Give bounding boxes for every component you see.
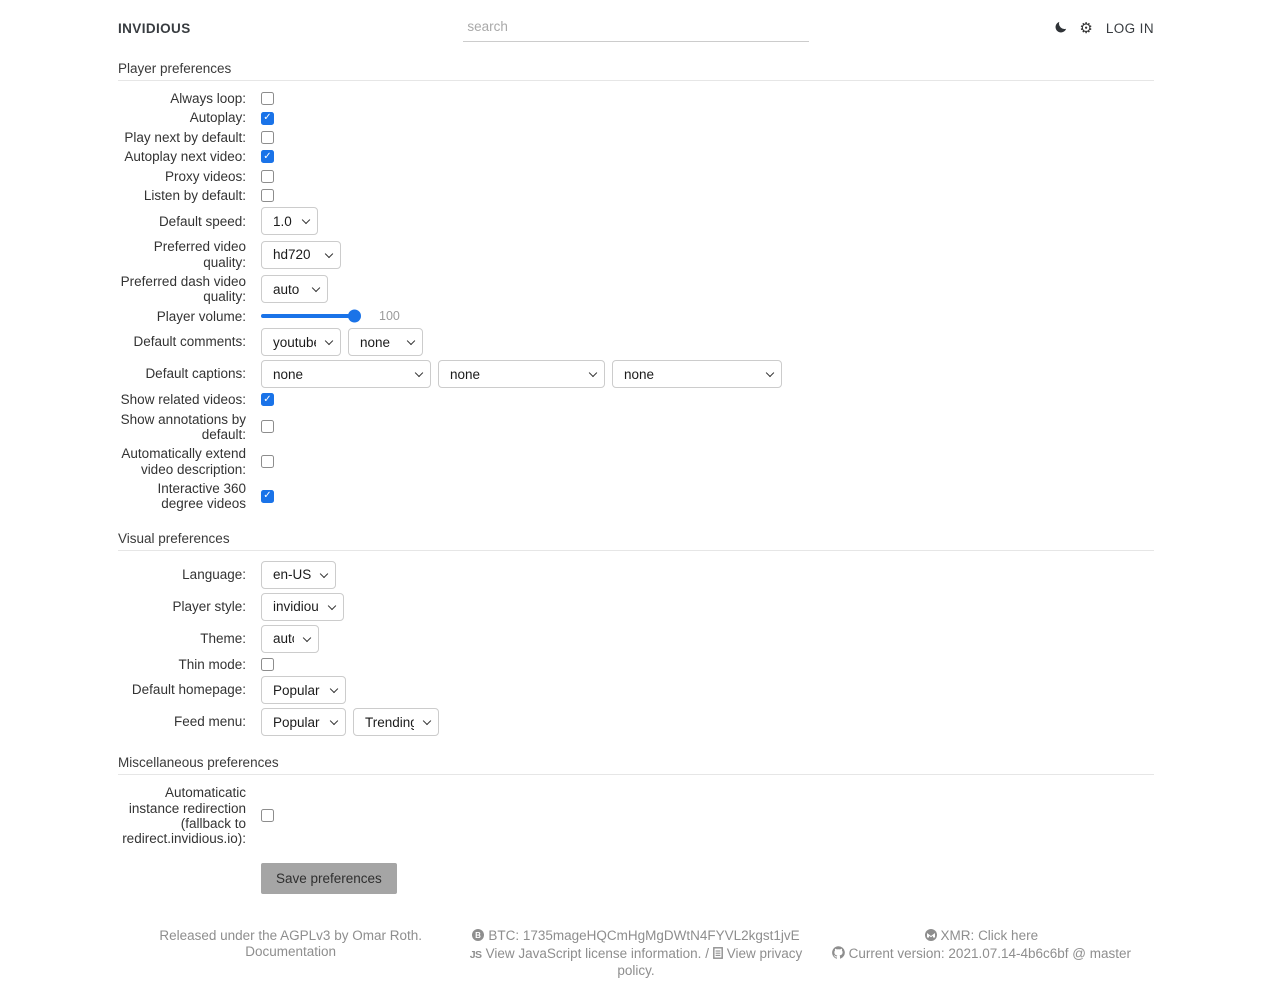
player-style-select[interactable]: [261, 593, 344, 621]
footer-left: [118, 928, 463, 980]
footer-right: [809, 928, 1154, 980]
pref-row-proxy-videos: [118, 169, 1154, 184]
pref-row-feed-menu: [118, 708, 1154, 736]
related-videos-checkbox[interactable]: [261, 393, 274, 406]
comments-secondary-select[interactable]: [348, 328, 423, 356]
pref-label: Show annotations by default:: [120, 411, 246, 442]
pref-label: Default speed:: [158, 213, 246, 229]
section-divider: [118, 550, 1154, 551]
pref-row-theme: [118, 625, 1154, 653]
autoplay-next-checkbox[interactable]: [261, 150, 274, 163]
pref-label: Automatically extend video description:: [121, 446, 246, 477]
feed-menu-first-select[interactable]: [261, 708, 346, 736]
pref-label: Thin mode:: [178, 656, 246, 672]
pref-label: Preferred video quality:: [153, 239, 246, 270]
pref-label: Default comments:: [133, 334, 246, 350]
pref-row-default-captions: [118, 360, 1154, 388]
invidious-logo[interactable]: INVIDIOUS: [118, 20, 191, 36]
section-divider: [118, 80, 1154, 81]
footer-center: [463, 928, 808, 980]
slider-thumb[interactable]: [348, 310, 361, 323]
video-quality-select[interactable]: [261, 241, 341, 269]
footer-separator: /: [705, 945, 709, 961]
pref-row-autoplay: [118, 110, 1154, 125]
pref-label: Feed menu:: [173, 714, 246, 730]
dash-quality-select[interactable]: [261, 275, 328, 303]
captions-secondary-select[interactable]: [438, 360, 605, 388]
pref-row-video-quality: [118, 239, 1154, 270]
pref-label: Autoplay next video:: [124, 149, 246, 165]
pref-label: Language:: [182, 567, 246, 583]
navbar-right: [809, 20, 1154, 37]
dark-mode-toggle[interactable]: [1054, 20, 1068, 37]
pref-label: Default homepage:: [131, 682, 246, 698]
pref-label: Always loop:: [170, 91, 246, 106]
page: [118, 0, 1154, 998]
pref-label: Play next by default:: [124, 129, 246, 145]
version-text: Current version: 2021.07.14-4b6c6bf @ master: [848, 945, 1131, 961]
moon-icon: [1054, 20, 1068, 37]
search-input[interactable]: [463, 14, 808, 42]
monero-icon: [925, 929, 937, 945]
privacy-policy-link[interactable]: View privacy policy.: [617, 945, 803, 978]
pref-row-always-loop: [118, 91, 1154, 106]
pref-row-homepage: [118, 676, 1154, 704]
pref-row-player-volume: [118, 309, 1154, 324]
pref-row-360-videos: [118, 481, 1154, 512]
auto-redirect-checkbox[interactable]: [261, 809, 274, 822]
xmr-label: XMR:: [940, 927, 975, 943]
pref-row-auto-redirect: [118, 785, 1154, 847]
preferences-link[interactable]: [1079, 21, 1092, 36]
save-row: [261, 863, 1154, 894]
pref-label: Player volume:: [156, 308, 246, 324]
pref-row-player-style: [118, 593, 1154, 621]
login-link[interactable]: LOG IN: [1105, 20, 1154, 36]
xmr-link[interactable]: Click here: [978, 927, 1039, 943]
player-volume-value: 100: [379, 309, 400, 324]
section-title-player: Player preferences: [118, 61, 232, 76]
extend-description-checkbox[interactable]: [261, 455, 274, 468]
pref-label: Proxy videos:: [164, 168, 246, 184]
pref-row-related-videos: [118, 392, 1154, 407]
save-preferences-button[interactable]: Save preferences: [261, 863, 397, 894]
license-text: Released under the AGPLv3 by Omar Roth.: [159, 927, 422, 943]
pref-label: Default captions:: [145, 366, 246, 382]
pref-row-default-comments: [118, 328, 1154, 356]
captions-primary-select[interactable]: [261, 360, 431, 388]
default-speed-select[interactable]: [261, 207, 318, 235]
default-homepage-select[interactable]: [261, 676, 346, 704]
language-select[interactable]: [261, 561, 336, 589]
javascript-icon: JS: [469, 948, 482, 961]
pref-label: Show related videos:: [120, 392, 246, 408]
always-loop-checkbox[interactable]: [261, 92, 274, 105]
pref-row-listen-default: [118, 188, 1154, 203]
top-navbar: [118, 0, 1154, 42]
annotations-checkbox[interactable]: [261, 420, 274, 433]
pref-label: Listen by default:: [143, 187, 246, 203]
pref-label: Player style:: [172, 599, 246, 615]
bitcoin-icon: [472, 929, 484, 945]
js-license-link[interactable]: View JavaScript license information.: [485, 945, 702, 961]
pref-label: Autoplay:: [189, 110, 246, 126]
pref-row-play-next: [118, 130, 1154, 145]
pref-row-autoplay-next: [118, 149, 1154, 164]
pref-label: Theme:: [200, 631, 246, 647]
gear-icon: ⚙: [1079, 19, 1093, 37]
github-icon: [832, 946, 845, 963]
btc-address: BTC: 1735mageHQCmHgMgDWtN4FYVL2kgst1jvE: [488, 927, 800, 943]
pref-row-extend-description: [118, 446, 1154, 477]
play-next-checkbox[interactable]: [261, 131, 274, 144]
pref-row-default-speed: [118, 207, 1154, 235]
navbar-left: [118, 21, 463, 36]
privacy-doc-icon: [713, 947, 723, 963]
comments-primary-select[interactable]: [261, 328, 341, 356]
autoplay-checkbox[interactable]: [261, 112, 274, 125]
listen-default-checkbox[interactable]: [261, 189, 274, 202]
theme-select[interactable]: [261, 625, 319, 653]
section-title-visual: Visual preferences: [118, 530, 230, 546]
section-divider: [118, 774, 1154, 775]
interactive-360-checkbox[interactable]: [261, 490, 274, 503]
pref-row-language: [118, 561, 1154, 589]
slider-track: [261, 314, 360, 318]
pref-row-annotations: [118, 412, 1154, 443]
proxy-videos-checkbox[interactable]: [261, 170, 274, 183]
documentation-link[interactable]: Documentation: [245, 944, 337, 960]
navbar-search: [463, 14, 808, 42]
footer: [118, 928, 1154, 998]
pref-row-dash-quality: [118, 274, 1154, 305]
svg-text:B: B: [475, 930, 482, 940]
pref-label: Preferred dash video quality:: [120, 274, 246, 305]
pref-row-thin-mode: [118, 657, 1154, 672]
player-volume-slider[interactable]: [261, 310, 360, 323]
feed-menu-second-select[interactable]: [353, 708, 439, 736]
section-title-misc: Miscellaneous preferences: [118, 755, 279, 771]
thin-mode-checkbox[interactable]: [261, 658, 274, 671]
captions-tertiary-select[interactable]: [612, 360, 782, 388]
pref-label: Automaticatic instance redirection (fallback to redirect.invidious.io):: [122, 785, 246, 847]
pref-label: Interactive 360 degree videos: [157, 481, 246, 512]
